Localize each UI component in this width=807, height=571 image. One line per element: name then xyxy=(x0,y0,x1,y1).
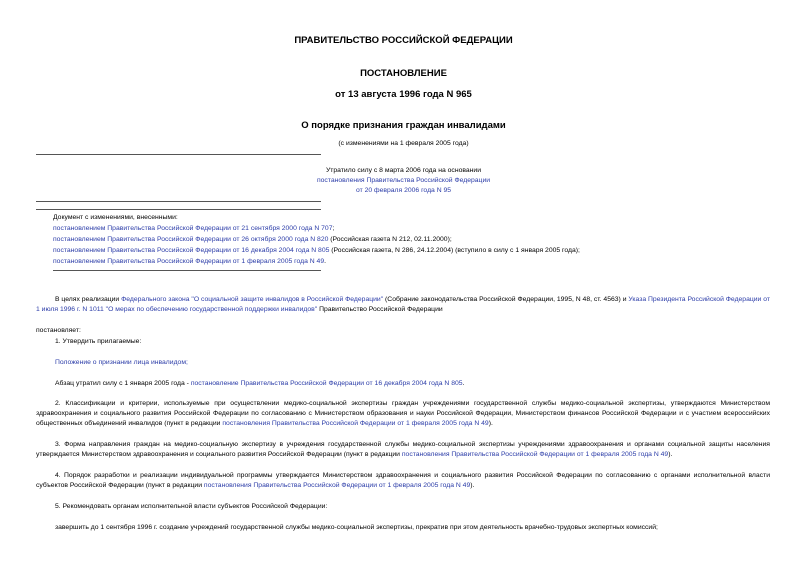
paragraph-text: ). xyxy=(470,481,475,489)
amendment-item xyxy=(53,224,334,234)
amendment-tail: (Российская газета N 212, 02.11.2000); xyxy=(328,236,452,243)
edition-link[interactable]: постановления Правительства Российской Федерации от 1 февраля 2005 года N 49 xyxy=(222,419,489,427)
status-link-2[interactable]: от 20 февраля 2006 года N 95 xyxy=(355,187,452,194)
decrees-label: постановляет: xyxy=(36,327,81,334)
paragraph-5: 5. Рекомендовать органам исполнительной власти субъектов Российской Федерации: xyxy=(55,503,328,510)
intro-text: Правительство Российской Федерации xyxy=(317,305,443,313)
intro-text: (Собрание законодательства Российской Федерации, 1995, N 48, ст. 4563) и xyxy=(383,296,629,303)
void-text: . xyxy=(462,380,465,387)
divider xyxy=(36,154,321,155)
federal-law-link[interactable]: Федерального закона "О социальной защите инвалидов в Российской Федерации" xyxy=(121,296,384,303)
amendment-item xyxy=(53,235,452,245)
void-text: Абзац утратил силу с 1 января 2005 года - xyxy=(55,380,191,387)
changes-note: (с изменениями на 1 февраля 2005 года) xyxy=(338,140,469,147)
presidential-decree-link[interactable]: Указа Президента Российской Федерации от 1 июля 1996 г. N 1011 "О мерах по обеспечению государственной поддержки инвалидов" xyxy=(36,296,770,313)
status-link-1[interactable]: постановления Правительства Российской Федерации xyxy=(316,177,491,184)
amendment-link[interactable]: постановлением Правительства Российской Федерации от 1 февраля 2005 года N 49 xyxy=(53,258,325,265)
paragraph-2 xyxy=(36,399,770,428)
amendment-tail: . xyxy=(324,258,326,265)
paragraph-1: 1. Утвердить прилагаемые: xyxy=(55,338,142,345)
paragraph-text: 2. Классификации и критерии, используемые при осуществлении медико-социальной экспертизы граждан учреждениями государственной службы медико-социальной экспертизы, утверждаются Министерством здравоохранения и социального развития Российской Федерации по согласованию с Министерством образования и науки Российской Федерации, Министерством финансов Российской Федерации и с участием всероссийских общественных объединений инвалидов (пункт в редакции xyxy=(36,400,770,427)
amendments-heading: Документ с изменениями, внесенными: xyxy=(53,214,178,221)
void-link[interactable]: постановление Правительства Российской Федерации от 16 декабря 2004 года N 805 xyxy=(190,380,463,387)
document-type: ПОСТАНОВЛЕНИЕ xyxy=(360,68,447,79)
document-date-number: от 13 августа 1996 года N 965 xyxy=(335,89,472,100)
amendment-item xyxy=(53,246,580,256)
divider xyxy=(36,209,321,210)
paragraph-text: ). xyxy=(488,419,493,427)
paragraph-text: ). xyxy=(668,450,673,458)
status-line: Утратило силу с 8 марта 2006 года на основании xyxy=(325,167,482,174)
paragraph-4 xyxy=(36,471,770,491)
amendment-tail: ; xyxy=(332,225,335,232)
amendment-tail: (Российская газета, N 286, 24.12.2004) (вступило в силу с 1 января 2005 года); xyxy=(329,247,580,254)
divider xyxy=(36,201,321,202)
document-title: О порядке признания граждан инвалидами xyxy=(301,120,506,131)
paragraph-text: 3. Форма направления граждан на медико-социальную экспертизу в учреждения государственной службы медико-социальной экспертизы учреждениями здравоохранения и органами социальной защиты населения утверждается Министерством здравоохранения и социального развития Российской Федерации (пункт в редакции xyxy=(36,441,770,458)
government-heading: ПРАВИТЕЛЬСТВО РОССИЙСКОЙ ФЕДЕРАЦИИ xyxy=(294,35,513,46)
amendment-link[interactable]: постановлением Правительства Российской Федерации от 26 октября 2000 года N 820 xyxy=(53,236,329,243)
amendment-link[interactable]: постановлением Правительства Российской Федерации от 21 сентября 2000 года N 707 xyxy=(53,225,333,232)
intro-paragraph xyxy=(36,295,770,315)
regulation-link[interactable]: Положение о признании лица инвалидом; xyxy=(55,359,188,366)
divider xyxy=(53,270,321,271)
paragraph-5-item: завершить до 1 сентября 1996 г. создание учреждений государственной службы медико-социальной экспертизы, прекратив при этом деятельность врачебно-трудовых экспертных комиссий; xyxy=(55,524,658,531)
paragraph-3 xyxy=(36,440,770,460)
amendment-item xyxy=(53,257,326,267)
edition-link[interactable]: постановления Правительства Российской Федерации от 1 февраля 2005 года N 49 xyxy=(203,481,471,489)
void-paragraph xyxy=(55,379,464,389)
edition-link[interactable]: постановления Правительства Российской Федерации от 1 февраля 2005 года N 49 xyxy=(401,450,669,458)
paragraph-text: 4. Порядок разработки и реализации индивидуальной программы утверждается Министерством здравоохранения и социального развития Российской Федерации по согласованию с органами исполнительной власти субъектов Российской Федерации (пункт в редакции xyxy=(36,472,770,489)
intro-text: В целях реализации xyxy=(55,296,122,303)
amendment-link[interactable]: постановлением Правительства Российской Федерации от 16 декабря 2004 года N 805 xyxy=(53,247,330,254)
